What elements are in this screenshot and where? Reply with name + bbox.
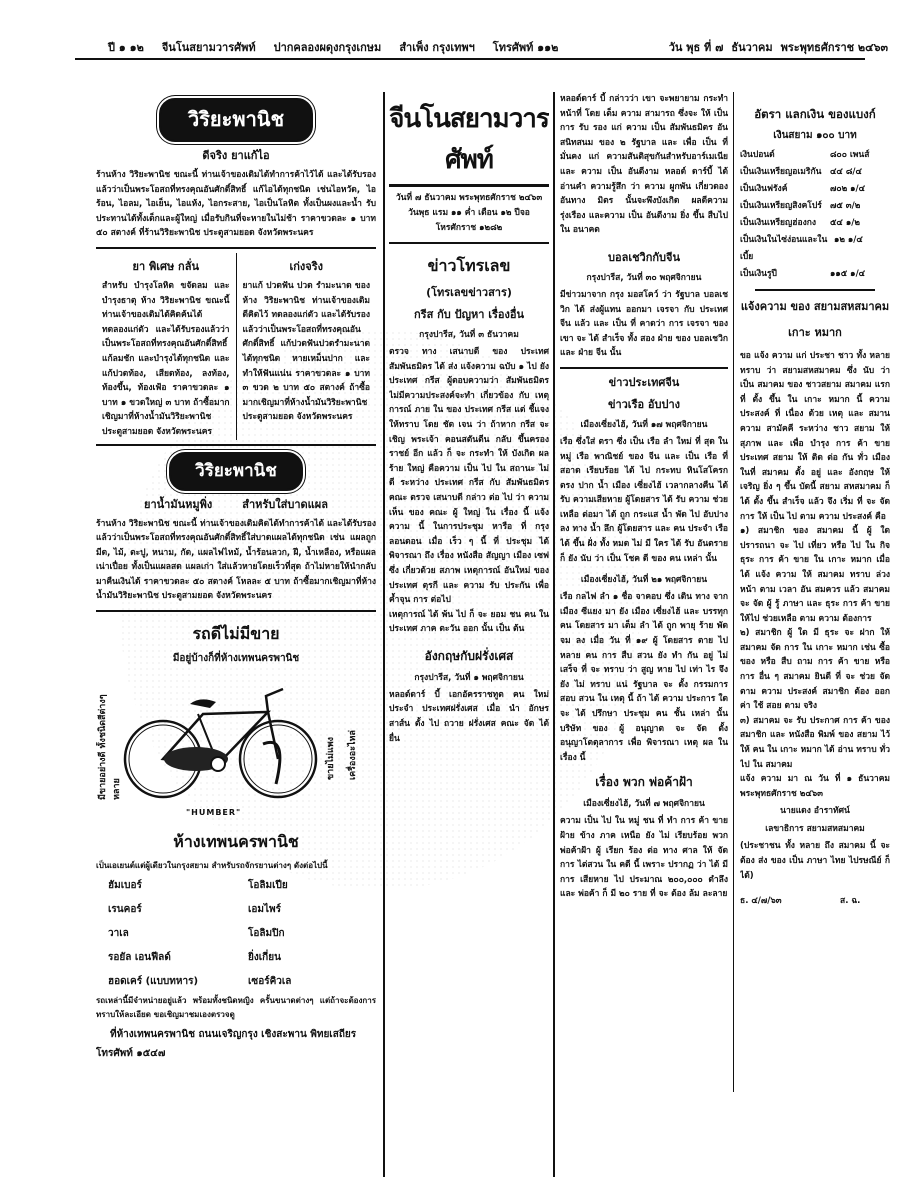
header-address: ปากคลองผดุงกรุงเกษม: [273, 41, 382, 54]
article-title: บอลเชวิกกับจีน: [608, 250, 680, 264]
header-issue: ปี ๑ ๑๒: [108, 41, 144, 54]
rate-label: เงินปอนด์: [740, 150, 775, 160]
masthead-rule: [389, 242, 549, 244]
header-city: สำเพ็ง กรุงเทพฯ: [399, 41, 475, 54]
bike-brand: เอมไพร์: [248, 903, 282, 915]
notice-closing: แจ้ง ความ มา ณ วัน ที่ ๑ ธันวาคม พระพุทธศักราช ๒๔๖๓: [740, 774, 890, 799]
bike-brand: โอลิมปิก: [248, 927, 285, 939]
article-body: เรือ ซึ่งใส่ ตรา ซึ่ง เป็น เรือ ลำ ใหม่ ที่ สุด ใน หมู่ เรือ พาณิชย์ ของ จีน และ เป็น เรือ ที่ สอาด เรียบร้อย ได้ ไป กระทบ หินโสโครก ตรง ปาก น้ำ เมือง เซี่ยงไฮ้ เวลากลางคืน ได้ รับ ความเสียหาย ผู้โดยสาร ได้ รับ ความ ช่วย เหลือ ต่อมา ได้ ถูก กระแส น้ำ พัด ไป อับปาง ลง ทาง น้ำ ลึก ผู้โดยสาร และ คน ประจำ เรือ ได้ ขึ้น ฝั่ง ทั้ง หมด ไม่ มี ใคร ได้ รับ อันตราย ก็ ยัง นับ ว่า เป็น โชค ดี ของ คน เหล่า นั้น: [560, 436, 728, 564]
section-subtitle-telegraph: (โทรเลขข่าวสาร): [426, 286, 512, 299]
bike-ad-footer: รถเหล่านี้มีจำหน่ายอยู่แล้ว พร้อมทั้งชนิดหญิง ครั้นขนาดต่างๆ แต่ถ้าจะต้องการทราบให้ละเอียด ขอเชิญมาชมเองตรวจดู: [96, 995, 376, 1020]
article-dateline: กรุงปารีส, วันที่ ๑ พฤศจิกายน: [414, 672, 524, 683]
bike-side-text-right-2: เครื่องอะไหล่: [348, 730, 358, 781]
column-ads: [96, 92, 376, 1092]
rate-value: ๗๕ ๓/๒: [830, 201, 861, 211]
bike-brand: รอยัล เอนฟีลด์: [108, 951, 171, 963]
exchange-rate-row: [740, 164, 890, 181]
masthead-date: วันที่ ๗ ธันวาคม พระพุทธศักราช ๒๔๖๓: [395, 193, 543, 203]
section-title-china: ข่าวประเทศจีน: [608, 375, 680, 389]
rate-label: เป็นเงินฟรังค์: [740, 184, 788, 194]
bike-ad-tagline: มีอยู่บ้างก็ที่ห้างเทพนครพานิช: [172, 653, 300, 665]
bike-side-text-left: มีขายอย่างดี ทั้งชนิดสีต่างๆ หลาย: [98, 694, 122, 801]
header-year: พระพุทธศักราช ๒๔๖๓: [780, 41, 888, 54]
column-rates-notice: [740, 92, 890, 1152]
ornament-rule: [755, 289, 875, 291]
exchange-rate-row: [740, 147, 890, 164]
notice-footnote: (ประชาชน ทั้ง หลาย ถึง สมาคม นี้ จะ ต้อง ส่ง ของ เป็น ภาษา ไทย ไปรษณีย์ ก็ ได้): [740, 841, 890, 881]
article-dateline: เมืองเซี่ยงไฮ้, วันที่ ๗ พฤศจิกายน: [583, 799, 705, 810]
article-body: เรือ กลไฟ ลำ ๑ ชื่อ จาคอบ ซึ่ง เดิน ทาง จาก เมือง ซีแยง มา ยัง เมือง เซี่ยงไฮ้ และ บรรทุก คน โดยสาร มา เต็ม ลำ ได้ ถูก พายุ ร้าย พัด จม ลง เมื่อ วัน ที่ ๑๙ ผู้ โดยสาร ตาย ไป หลาย คน การ สืบ สวน ยัง ทำ กัน อยู่ ไม่ เสร็จ ที่ จะ ทราบ ว่า สูญ หาย ไป เท่า ไร จึง ยัง ไม่ ทราบ แน่ รัฐบาล จะ ตั้ง กรรมการ สอบ สวน ใน เหตุ นี้ ถ้า ได้ ความ ประการ ใด จะ ได้ ปรึกษา ประชุม คน ชั้น เหล่า นั้น บริษัท ของ ผู้ อนุญาต จะ จัด ตั้ง อนุญาโตตุลาการ เพื่อ พิจารณา เหตุ ผล ใน เรื่อง นี้: [560, 592, 728, 763]
bike-brand: ฮอดเคร์ (แบบทหาร): [108, 975, 199, 987]
bike-brand: เซอร์คิวเล: [248, 975, 292, 987]
ad2-subtitle-right: สำหรับใส่บาดแผล: [242, 497, 328, 511]
notice-ref-right: ส. ฉ.: [840, 896, 861, 907]
header-rule: [75, 58, 865, 60]
bike-ad-address: ที่ห้างเทพนครพานิช ถนนเจริญกรุง เชิงสะพาน พิทยเสถียร: [110, 1028, 357, 1040]
ad-subtitle: ดีจริง ยาแก้ไอ: [202, 149, 270, 162]
bike-ad-phone: โทรศัพท์ ๑๕๔๗: [96, 1047, 166, 1059]
notice-signer-title: เลขาธิการ สยามสหสมาคม: [765, 824, 865, 835]
column-telegraph-news: [389, 92, 549, 1177]
bike-ad-intro: เป็นเอเยนต์แต่ผู้เดียวในกรุงสยาม สำหรับรถจักรยานต่างๆ ดังต่อไปนี้: [96, 861, 328, 871]
notice-title: แจ้งความ ของ สยามสหสมาคม: [740, 300, 890, 313]
article-body-continued: หลอด์ดาร์ บี้ กล่าวว่า เขา จะพยายาม กระทำ หน้าที่ โดย เต็ม ความ สามารถ ซึ่งจะ ให้ เป็น การ รับ รอง แก่ ความ เป็น สัมพันธมิตร อันสนิทสนม ของ ๒ รัฐบาล และ เพื่อ เป็น ที่ มั่นคง แก่ ความสันติสุขกันสำหรับอาร์เมเนีย และ ความ เป็น อันดีงาม หลอด์ ดาร์บี้ ได้ อ่านคำ ความรู้สึก ว่า ความ ผูกพัน เกี่ยวดอง อันทาง มิตร นั้นจะพึงบังเกิด ผลดีความ รุ่งเรือง และความ เป็น อันดีงาม ยิ่ง ขึ้น สืบไป ใน อนาคต: [560, 94, 728, 236]
bike-brand-label: "HUMBER": [186, 808, 242, 818]
notice-ref-left: ธ. ๔/๗/๖๓: [740, 896, 782, 907]
exchange-rate-table: [740, 147, 890, 283]
masthead-title: จีนโนสยามวารศัพท์: [389, 104, 549, 175]
page-header: [108, 38, 888, 54]
masthead-lunar-date: วันพุธ แรม ๑๑ ค่ำ เดือน ๑๒ ปีจอ: [408, 208, 530, 218]
bike-illustration-area: [96, 670, 376, 830]
notice-signer: นายแดง อำราทัศน์: [780, 806, 850, 817]
notice-item: ๓) สมาคม จะ รับ ประกาศ การ ค้า ของ สมาชิก และ หนังสือ พิมพ์ ของ สยาม ไว้ ให้ คน ใน เกาะ หมาก ได้ อ่าน ทราบ ทั่ว ไป ใน สมาคม: [740, 715, 890, 770]
notice-item: ๑) สมาชิก ของ สมาคม นี้ ผู้ ใด ปรารถนา จะ ไป เที่ยว หรือ ไป ใน กิจ ธุระ การ ค้า ขาย ใน เกาะ หมาก เมื่อ ได้ แจ้ง ความ ให้ สมาคม ทราบ ล่วง หน้า ตาม เวลา อัน สมควร แล้ว สมาคม จะ จัด ผู้ รู้ ภาษา และ ธุระ การ ค้า ขาย ให้ไป ช่วยเหลือ ตาม ความ ต้องการ: [740, 526, 890, 624]
ad2-subtitle-left: ยาน้ำมันหมูพิ่ง: [144, 497, 213, 511]
section-rule: [560, 367, 728, 369]
rate-value: ๗๐๒ ๑/๔: [830, 184, 866, 194]
article-title: ข่าวเรือ อับปาง: [607, 397, 681, 411]
ad2-subtitle: [96, 495, 376, 513]
section-rule: [96, 610, 376, 612]
bike-brand: ยิ่งเกี่ยน: [248, 951, 281, 963]
exchange-rate-row: [740, 266, 890, 283]
header-phone: โทรศัพท์ ๑๑๒: [492, 41, 559, 54]
article-dateline: กรุงปารีส, วันที่ ๓๐ พฤศจิกายน: [586, 272, 702, 283]
article-body: ความ เป็น ไป ใน หมู่ ชน ที่ ทำ การ ค้า ขาย ฝ้าย ข้าง ภาค เหนือ ยัง ไม่ เรียบร้อย พวก พ่อค้าฝ้า ผู้ เรียก ร้อง ต่อ ทาง ศาล ให้ จัด การ ไต่สวน ใน คดี นี้ เพราะ ปรากฏ ว่า ได้ มี การ เสียหาย ไป ประมาณ ๒๐๐,๐๐๐ ตำลึง และ พ่อค้า ก็ มี ๒๐ ราย ที่ จะ ต้อง ล้ม ละลาย: [560, 816, 728, 900]
article-body: หลอด์ดาร์ บี้ เอกอัครราชทูต คน ใหม่ ประจำ ประเทศฝรั่งเศส เมื่อ นำ อักษร สาส์น ตั้ง ไป ถวาย ฝรั่งเศส คณะ จัด ได้ ยื่น: [389, 689, 549, 744]
rate-value: ๔๔ ๘/๔: [830, 167, 862, 177]
header-paper-name: จีนโนสยามวารศัพท์: [161, 41, 256, 54]
bike-ad-headline: รถดีไม่มีขาย: [192, 624, 280, 644]
ad-badge-viriya: วิริยะพานิช: [159, 98, 313, 142]
rate-label: เป็นเงินเหรียญฮ่องกง: [740, 218, 817, 228]
header-day: วัน พุธ ที่ ๗: [668, 41, 724, 54]
bike-brand: โอลิมเปีย: [248, 879, 288, 891]
bicycle-illustration: [118, 674, 328, 804]
column-divider: [553, 92, 555, 1177]
rate-value: ๑๒ ๑/๔: [833, 235, 863, 245]
article-title: กรีส กับ ปัญหา เรื่องอื่น: [414, 308, 524, 321]
rate-label: เป็นเงินเหรียญอเมริกัน: [740, 167, 822, 177]
article-dateline: กรุงปารีส, วันที่ ๓ ธันวาคม: [419, 330, 519, 340]
bike-brand: วาเล: [108, 927, 129, 939]
column-divider: [383, 92, 385, 1177]
ad-badge-viriya-2: วิริยะพานิช: [169, 452, 303, 491]
article-body: มีข่าวมาจาก กรุง มอสโคว์ ว่า รัฐบาล บอลเชวิก ได้ ส่งผู้แทน ออกมา เจรจา กับ ประเทศ จีน แล้ว และ เป็น ที่ คาดว่า การ เจรจา ของเขา จะ ได้ สำเร็จ ทั้ง สอง ฝ่าย ของ บอลเชวิก และ ฝ่าย จีน นั้น: [560, 289, 728, 359]
ad-body-medicine: สำหรับ บำรุงโลหิต ขจัดลม และ บำรุงธาตุ ห้าง วิริยะพานิช ขณะนี้ ท่านเจ้าของเดิมได้คิดค้นได้ ทดลองแก่ตัว และได้รับรองแล้วว่าเป็นพระโอสถที่ทรงคุณอันศักดิ์สิทธิ์ แก้ลมชัก และบำรุงได้ทุกชนิด และแก้ปวดท้อง, เสียดท้อง, ลงท้อง, ท้องขึ้น, ท้องเฟ้อ ราคาขวดละ ๑ บาท ๑ ขวดใหญ่ ๓ บาท ถ้าซื้อมากเชิญมาที่ห้างน้ำมันวิริยะพานิช ประตูสามยอด จังหวัดพระนคร: [102, 280, 230, 437]
rate-value: ๑๑๕ ๑/๔: [830, 269, 866, 279]
exchange-rate-row: [740, 215, 890, 232]
notice-location: เกาะ หมาก: [788, 326, 842, 339]
notice-reference: [740, 893, 890, 910]
section-rule: [96, 444, 376, 446]
rate-value: ๕๔ ๑/๒: [830, 218, 860, 228]
column-divider: [733, 92, 734, 1092]
bike-shop-name: ห้างเทพนครพานิช: [173, 832, 299, 852]
notice-item: ๒) สมาชิก ผู้ ใด มี ธุระ จะ ฝาก ให้ สมาคม จัด การ ใน เกาะ หมาก เช่น ซื้อ ของ หรือ สืบ ถาม การ ค้า ขาย หรือ การ อื่น ๆ สมาคม ยินดี ที่ จะ ช่วย จัด ตาม ความ ประสงค์ สมาชิก ต้อง ออก ค่า ใช้ สอย ตาม จริง: [740, 628, 890, 712]
rate-label: เป็นเงินในไซ่ง่อนและในเบี้ย: [740, 235, 828, 262]
masthead-rule: [389, 184, 549, 187]
exchange-rate-subtitle: เงินสยาม ๑๐๐ บาท: [773, 130, 857, 141]
ad-body-toothache: ยาแก้ ปวดฟัน ปวด รำมะนาด ของ ห้าง วิริยะพานิช ท่านเจ้าของเดิม ดีคิดไว้ ทดลองแก่ตัว และได้รับรองแล้วว่าเป็นพระโอสถที่ทรงคุณอันศักดิ์สิทธิ์ แก้ปวดฟันปวดรำมะนาดได้ทุกชนิด หายเหม็นปาก และทำให้ฟันแน่น ราคาขวดละ ๑ บาท ๓ ขวด ๒ บาท ๕๐ สตางค์ ถ้าซื้อมากเชิญมาที่ห้างน้ำมันวิริยะพานิช ประตูสามยอด จังหวัดพระนคร: [242, 280, 370, 423]
bike-side-text-right-1: ขายไม่แพง: [326, 736, 336, 781]
bike-brand-list: [96, 874, 376, 994]
rate-value: ๘๐๐ เพนส์: [830, 150, 870, 160]
bike-brand: ฮัมเบอร์: [108, 879, 142, 891]
rate-label: เป็นเงินรูปี: [740, 269, 777, 279]
masthead-era: โหรศักราช ๑๒๘๒: [435, 223, 503, 233]
article-body: ตรวจ ทาง เสนาบดี ของ ประเทศ สัมพันธมิตร ได้ ส่ง แจ้งความ ฉบับ ๑ ไป ยัง ประเทศ กรีส ผู้ตอบความว่า สัมพันธมิตร ไม่มีความประสงค์จะทำ เกี่ยวข้อง กับ เหตุ การณ์ ภาย ใน ของ ประเทศ กรีส แต่ ชี้แจงให้ทราบ โดย ชัด เจน ว่า ถ้าหาก กรีส จะ เชิญ พระเจ้า คอนสตันตีน กลับ ขึ้นครอง ราชย์ อีก แล้ว ก็ จะ กระทำ ให้ บังเกิด ผล ร้าย ใหญ่ คือความ เป็น ไป ใน สถานะ ไม่ ดี ระหว่าง ประเทศ กรีส กับ สัมพันธมิตร คณะ ตรวจ เสนาบดี กล่าว ต่อ ไป ว่า ความ เห็น ของ คณะ ผู้ ใหญ่ ใน เรื่อง นี้ แจ้ง ความ นี้ ในการประชุม หารือ ที่ กรุง ลอนดอน เมื่อ เร็ว ๆ นี้ ที่ ประชุม ได้ พิจารณา ถึง เรื่อง หนังสือ สัญญา เมือง เซฟ ซึ่ง เกี่ยวด้วย สภาพ เหตุการณ์ อันใหม่ ของ ประเทศ ตุรกี และ ความ รับ ประกัน เพื่อ ค้ำจุน การ ต่อไป: [389, 347, 549, 606]
ad2-body: ร้านห้าง วิริยะพานิช ขณะนี้ ท่านเจ้าของเดิมคิดได้ทำการค้าได้ และได้รับรองแล้วว่าเป็นพระโอสถที่ทรงคุณอันศักดิ์สิทธิ์ใส่บาดแผลได้ทุกชนิด เช่น แผลถูกมีด, ไม้, ตะปู, หนาม, กัด, แผลไฟไหม้, น้ำร้อนลวก, ฝี, น้ำเหลือง, หรือแผลเน่าเปื่อย ทั้งเป็นแผลสด แผลเก่า ใส่แล้วหายโดยเร็วที่สุด ถ้าไม่หายให้นำกลับมาคืนเงินได้ ราคาขวดละ ๕๐ สตางค์ โหลละ ๕ บาท ถ้าซื้อมากเชิญมาที่ห้างน้ำมันวิริยะพานิช ประตูสามยอด จังหวัดพระนคร: [96, 518, 376, 602]
article-dateline: เมืองเซี่ยงไฮ้, วันที่ ๒๑ พฤศจิกายน: [580, 575, 708, 586]
article-title: อังกฤษกับฝรั่งเศส: [424, 648, 514, 663]
ad-body: ร้านห้าง วิริยะพานิช ขณะนี้ ท่านเจ้าของเดิมได้ทำการค้าไว้ได้ และได้รับรองแล้วว่าเป็นพระโอสถที่ทรงคุณอันศักดิ์สิทธิ์ แก้ไอได้ทุกชนิด เช่นไอหวัด, ไอร้อน, ไอลม, ไอเย็น, ไอแห้ง, ไอกระสาย, ไอเป็นโลหิต ทั้งเป็นผงและน้ำ รับประทานได้ทั้งเด็กและผู้ใหญ่ เมื่อรับกินที่จะหายในไม่ช้า ราคาขวดละ ๑ บาท ๕๐ สตางค์ ที่ร้านวิริยะพานิช ประตูสามยอด จังหวัดพระนคร: [96, 170, 376, 239]
bike-brand: เรนคอร์: [108, 903, 142, 915]
ad-subcolumns: [96, 253, 376, 440]
exchange-rate-row: [740, 181, 890, 198]
column-foreign-news: [560, 92, 728, 1177]
notice-body: ขอ แจ้ง ความ แก่ ประชา ชาว ทั้ง หลาย ทราบ ว่า สยามสหสมาคม ซึ่ง นับ ว่า เป็น สมาคม ของ ชาวสยาม สมาคม แรก ที่ ตั้ง ขึ้น ใน เกาะ หมาก นี้ ความ ประสงค์ ที่ เนื่อง ด้วย เหตุ และ สมาน ความ สามัคคี ระหว่าง ชาว สยาม ให้ สุภาพ และ เพื่อ บำรุง การ ค้า ขาย ประเทศ สยาม ให้ ติด ต่อ กัน ทั่ว เมือง ในที่ สมาคม ตั้ง อยู่ และ อังกฤษ ให้ เจริญ ยิ่ง ๆ ขึ้น บัดนี้ สยาม สหสมาคม ก็ ได้ ตั้ง ขึ้น สำเร็จ แล้ว จึง เริ่ม ที่ จะ จัด การ ให้ เป็น ไป ตาม ความ ประสงค์ คือ: [740, 351, 890, 522]
ad-title-medicine: ยา พิเศษ กลั่น: [132, 259, 199, 273]
article-dateline: เมืองเซี่ยงไฮ้, วันที่ ๑๗ พฤศจิกายน: [580, 419, 708, 430]
rate-label: เป็นเงินเหรียญสิงคโปร์: [740, 201, 822, 211]
exchange-rate-row: [740, 198, 890, 215]
article-body-end: เหตุการณ์ ได้ พ้น ไป ก็ จะ ยอม ชน คน ใน ประเทศ ภาค ตะวัน ออก นั้น เป็น ต้น: [389, 609, 549, 635]
section-rule: [96, 247, 376, 249]
header-month: ธันวาคม: [731, 41, 773, 54]
exchange-rate-row: [740, 232, 890, 266]
article-title: เรื่อง พวก พ่อค้าฝ้า: [595, 775, 693, 790]
exchange-rate-title: อัตรา แลกเงิน ของแบงก์: [754, 107, 876, 121]
section-title-telegraph: ข่าวโทรเลข: [427, 256, 511, 275]
ad-title-toothache: เก่งจริง: [289, 259, 323, 273]
